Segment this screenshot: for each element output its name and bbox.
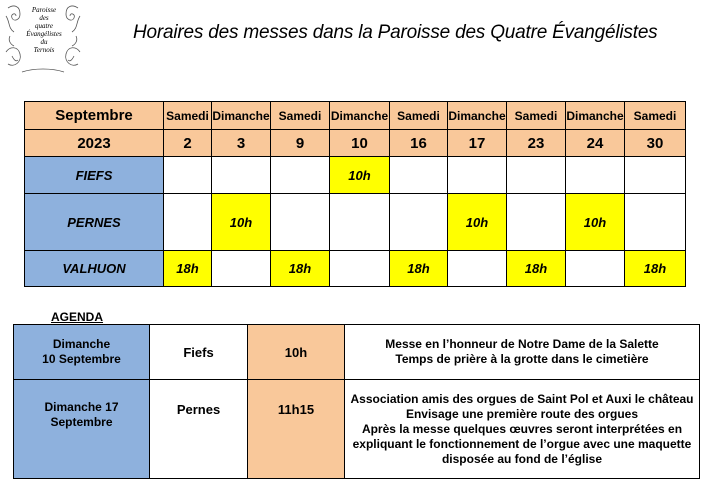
place-label: PERNES [25, 194, 164, 251]
agenda-desc-line: disposée au fond de l’église [441, 451, 603, 466]
day-name: Dimanche [212, 102, 271, 130]
agenda-desc-line: Association amis des orgues de Saint Pol et Auxi le château [350, 391, 694, 406]
month-cell: Septembre [25, 102, 164, 130]
mass-cell: 18h [271, 251, 330, 287]
date-number: 10 [330, 130, 390, 157]
agenda-description [345, 325, 700, 380]
mass-cell [448, 251, 507, 287]
agenda-time: 11h15 [248, 380, 345, 479]
day-name: Samedi [271, 102, 330, 130]
day-name: Samedi [625, 102, 686, 130]
mass-cell: 10h [330, 157, 390, 194]
logo-line: Ternois [33, 46, 55, 54]
mass-cell: 18h [164, 251, 212, 287]
agenda-desc-line: expliquant le fonctionnement de l’orgue avec une maquette [352, 436, 692, 451]
logo-line: des [39, 14, 49, 22]
agenda-description [345, 380, 700, 479]
date-number: 16 [390, 130, 448, 157]
date-number: 3 [212, 130, 271, 157]
mass-cell [330, 194, 390, 251]
agenda-date-line: 10 Septembre [42, 352, 121, 366]
agenda-desc-line: Temps de prière à la grotte dans le cimetière [395, 352, 649, 366]
agenda-table [13, 324, 700, 479]
mass-cell [625, 157, 686, 194]
date-number: 9 [271, 130, 330, 157]
mass-cell: 18h [507, 251, 566, 287]
parish-logo [4, 2, 82, 76]
agenda-date [14, 380, 150, 479]
date-number: 2 [164, 130, 212, 157]
mass-cell: 10h [566, 194, 625, 251]
mass-cell [448, 157, 507, 194]
mass-cell [212, 157, 271, 194]
mass-cell [390, 194, 448, 251]
day-name: Samedi [390, 102, 448, 130]
day-name: Samedi [507, 102, 566, 130]
logo-line: Paroisse [31, 6, 57, 14]
agenda-date-line: Dimanche 17 [44, 400, 119, 414]
agenda-title: AGENDA [51, 310, 104, 324]
mass-schedule-table [24, 101, 686, 287]
date-number: 30 [625, 130, 686, 157]
agenda-row [14, 325, 700, 380]
agenda-time: 10h [248, 325, 345, 380]
schedule-row-fiefs [25, 157, 686, 194]
mass-cell: 18h [625, 251, 686, 287]
mass-cell [566, 157, 625, 194]
agenda-desc-line: Envisage une première route des orgues [405, 406, 639, 421]
mass-cell [507, 157, 566, 194]
mass-cell [271, 157, 330, 194]
date-number: 23 [507, 130, 566, 157]
agenda-desc-line: Après la messe quelques œuvres seront interprétées en [361, 421, 683, 436]
header-date-row [25, 130, 686, 157]
mass-cell: 10h [212, 194, 271, 251]
mass-cell [164, 157, 212, 194]
logo-text [22, 6, 66, 54]
agenda-date [14, 325, 150, 380]
mass-cell [566, 251, 625, 287]
agenda-date-line: Dimanche [52, 337, 111, 351]
schedule-row-valhuon [25, 251, 686, 287]
day-name: Samedi [164, 102, 212, 130]
day-name: Dimanche [330, 102, 390, 130]
logo-line: quatre [34, 22, 54, 30]
mass-cell [625, 194, 686, 251]
logo-line: Évangélistes [26, 30, 62, 38]
year-cell: 2023 [25, 130, 164, 157]
mass-cell [164, 194, 212, 251]
schedule-row-pernes [25, 194, 686, 251]
place-label: VALHUON [25, 251, 164, 287]
agenda-place: Pernes [150, 380, 248, 479]
mass-cell [390, 157, 448, 194]
place-label: FIEFS [25, 157, 164, 194]
mass-cell: 10h [448, 194, 507, 251]
mass-cell [212, 251, 271, 287]
mass-cell [330, 251, 390, 287]
mass-cell: 18h [390, 251, 448, 287]
day-name: Dimanche [566, 102, 625, 130]
agenda-place: Fiefs [150, 325, 248, 380]
agenda-date-line: Septembre [50, 415, 113, 429]
header-day-row [25, 102, 686, 130]
date-number: 17 [448, 130, 507, 157]
page-title: Horaires des messes dans la Paroisse des Quatre Évangélistes [133, 22, 658, 43]
agenda-desc-line: Messe en l’honneur de Notre Dame de la Salette [385, 337, 659, 351]
mass-cell [271, 194, 330, 251]
agenda-row [14, 380, 700, 479]
day-name: Dimanche [448, 102, 507, 130]
logo-line: du [40, 38, 48, 46]
mass-cell [507, 194, 566, 251]
date-number: 24 [566, 130, 625, 157]
